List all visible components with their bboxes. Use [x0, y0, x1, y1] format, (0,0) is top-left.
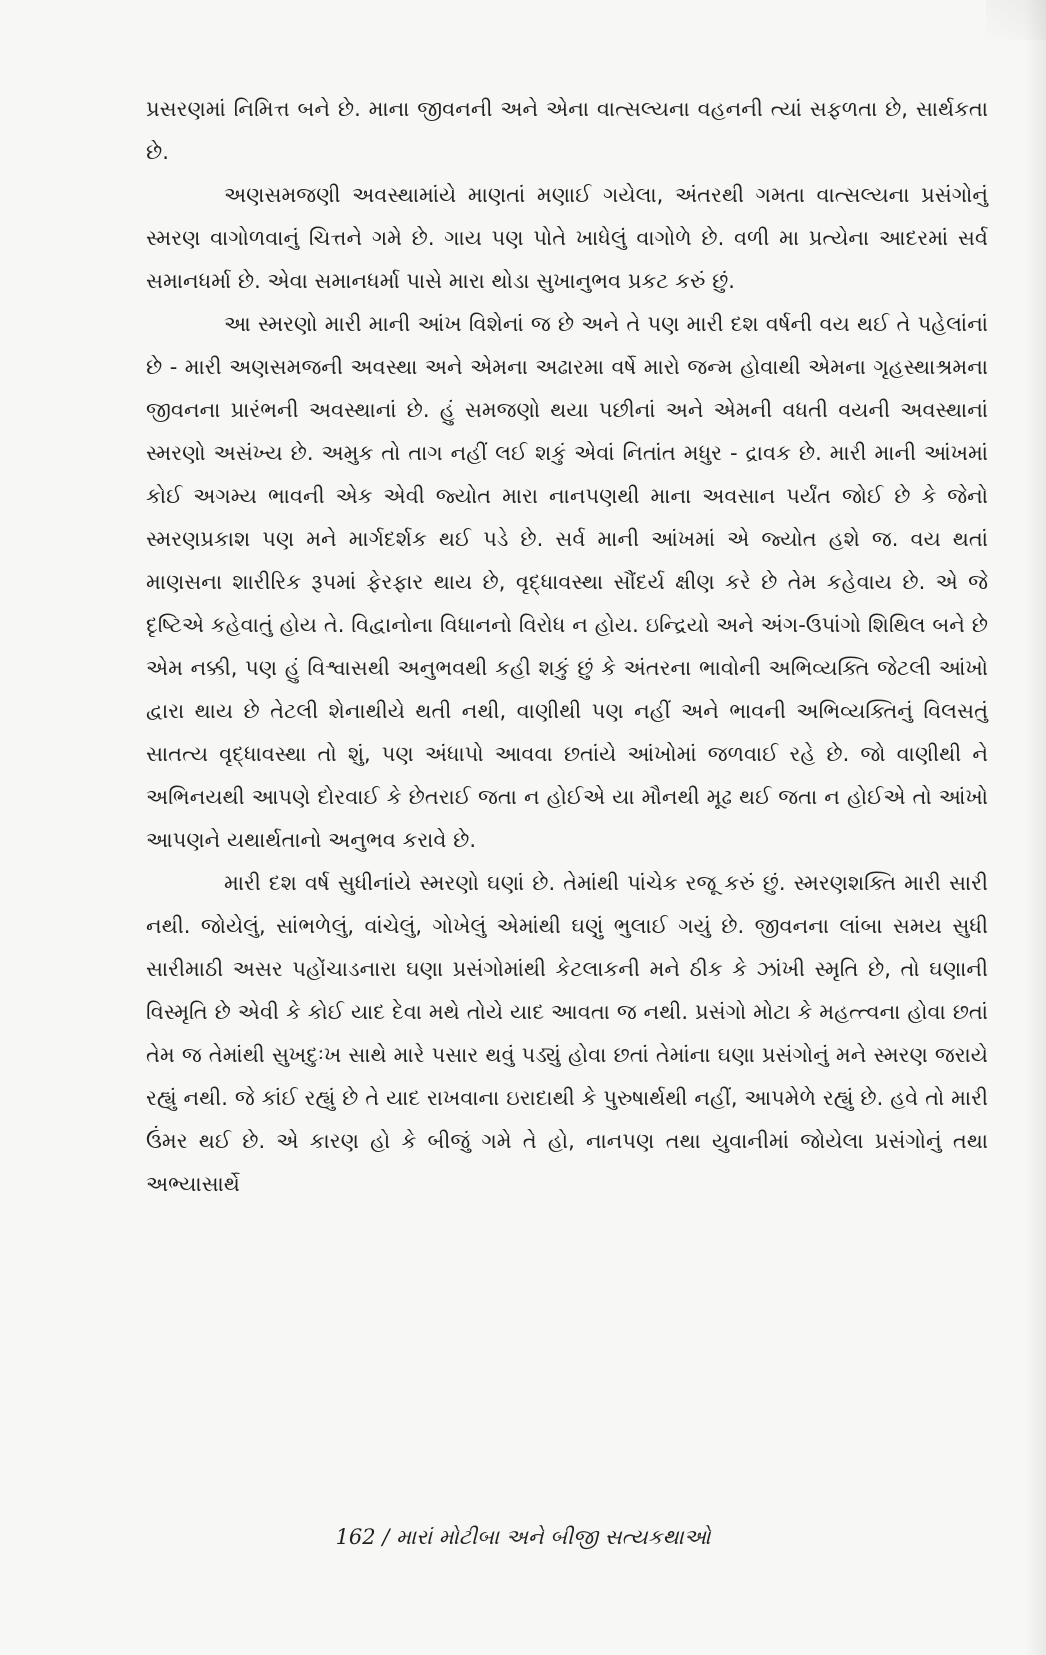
paragraph: આ સ્મરણો મારી માની આંખ વિશેનાં જ છે અને તે પણ મારી દશ વર્ષની વય થઈ તે પહેલાંનાં છે - મારી અણસમજની અવસ્થા અને એમના અઢારમા વર્ષે મારો જન્મ હોવાથી એમના ગૃહસ્થાશ્રમના જીવનના પ્રારંભની અવસ્થાનાં છે. હું સમજણો થયા પછીનાં અને એમની વધતી વયની અવસ્થાનાં સ્મરણો અસંખ્ય છે. અમુક તો તાગ નહીં લઈ શકું એવાં નિતાંત મધુર - દ્રાવક છે. મારી માની આંખમાં કોઈ અગમ્ય ભાવની એક એવી જ્યોત મારા નાનપણથી માના અવસાન પર્યંત જોઈ છે કે જેનો સ્મરણપ્રકાશ પણ મને માર્ગદર્શક થઈ પડે છે. સર્વ માની આંખમાં એ જ્યોત હશે જ. વય થતાં માણસના શારીરિક રૂપમાં ફેરફાર થાય છે, વૃદ્ધાવસ્થા સૌંદર્ય ક્ષીણ કરે છે તેમ કહેવાય છે. એ જે દૃષ્ટિએ કહેવાતું હોય તે. વિદ્વાનોના વિધાનનો વિરોધ ન હોય. ઇન્દ્રિયો અને અંગ-ઉપાંગો શિથિલ બને છે એમ નક્કી, પણ હું વિશ્વાસથી અનુભવથી કહી શકું છું કે અંતરના ભાવોની અભિવ્યક્તિ જેટલી આંખો દ્વારા થાય છે તેટલી શેનાથીયે થતી નથી, વાણીથી પણ નહીં અને ભાવની અભિવ્યક્તિનું વિલસતું સાતત્ય વૃદ્ધાવસ્થા તો શું, પણ અંધાપો આવવા છતાંયે આંખોમાં જળવાઈ રહે છે. જો વાણીથી ને અભિનયથી આપણે દોરવાઈ કે છેતરાઈ જતા ન હોઈએ યા મૌનથી મૂઢ થઈ જતા ન હોઈએ તો આંખો આપણને યથાર્થતાનો અનુભવ કરાવે છે. — [146, 312, 988, 852]
paragraph-continuation: પ્રસરણમાં નિમિત્ત બને છે. માના જીવનની અને એના વાત્સલ્યના વહનની ત્યાં સફળતા છે, સાર્થકતા છે. — [146, 97, 988, 164]
page-edge-shadow — [1024, 0, 1046, 1655]
paragraph: મારી દશ વર્ષ સુધીનાંયે સ્મરણો ઘણાં છે. તેમાંથી પાંચેક રજૂ કરું છું. સ્મરણશક્તિ મારી સારી નથી. જોયેલું, સાંભળેલું, વાંચેલું, ગોખેલું એમાંથી ઘણું ભુલાઈ ગયું છે. જીવનના લાંબા સમય સુધી સારીમાઠી અસર પહોંચાડનારા ઘણા પ્રસંગોમાંથી કેટલાકની મને ઠીક કે ઝાંખી સ્મૃતિ છે, તો ઘણાની વિસ્મૃતિ છે એવી કે કોઈ યાદ દેવા મથે તોયે યાદ આવતા જ નથી. પ્રસંગો મોટા કે મહત્ત્વના હોવા છતાં તેમ જ તેમાંથી સુખદુઃખ સાથે મારે પસાર થવું પડ્યું હોવા છતાં તેમાંના ઘણા પ્રસંગોનું મને સ્મરણ જરાયે રહ્યું નથી. જે કાંઈ રહ્યું છે તે યાદ રાખવાના ઇરાદાથી કે પુરુષાર્થથી નહીં, આપમેળે રહ્યું છે. હવે તો મારી ઉંમર થઈ છે. એ કારણ હો કે બીજું ગમે તે હો, નાનપણ તથા યુવાનીમાં જોયેલા પ્રસંગોનું તથા અભ્યાસાર્થે — [146, 871, 988, 1196]
page-corner-shadow — [986, 0, 1046, 40]
body-text — [146, 88, 988, 1206]
page-footer: 162 / મારાં મોટીબા અને બીજી સત્યકથાઓ — [335, 1525, 711, 1549]
paragraph: અણસમજણી અવસ્થામાંયે માણતાં મણાઈ ગયેલા, અંતરથી ગમતા વાત્સલ્યના પ્રસંગોનું સ્મરણ વાગોળવાનું ચિત્તને ગમે છે. ગાય પણ પોતે ખાધેલું વાગોળે છે. વળી મા પ્રત્યેના આદરમાં સર્વ સમાનધર્મા છે. એવા સમાનધર્મા પાસે મારા થોડા સુખાનુભવ પ્રકટ કરું છું. — [146, 183, 988, 293]
